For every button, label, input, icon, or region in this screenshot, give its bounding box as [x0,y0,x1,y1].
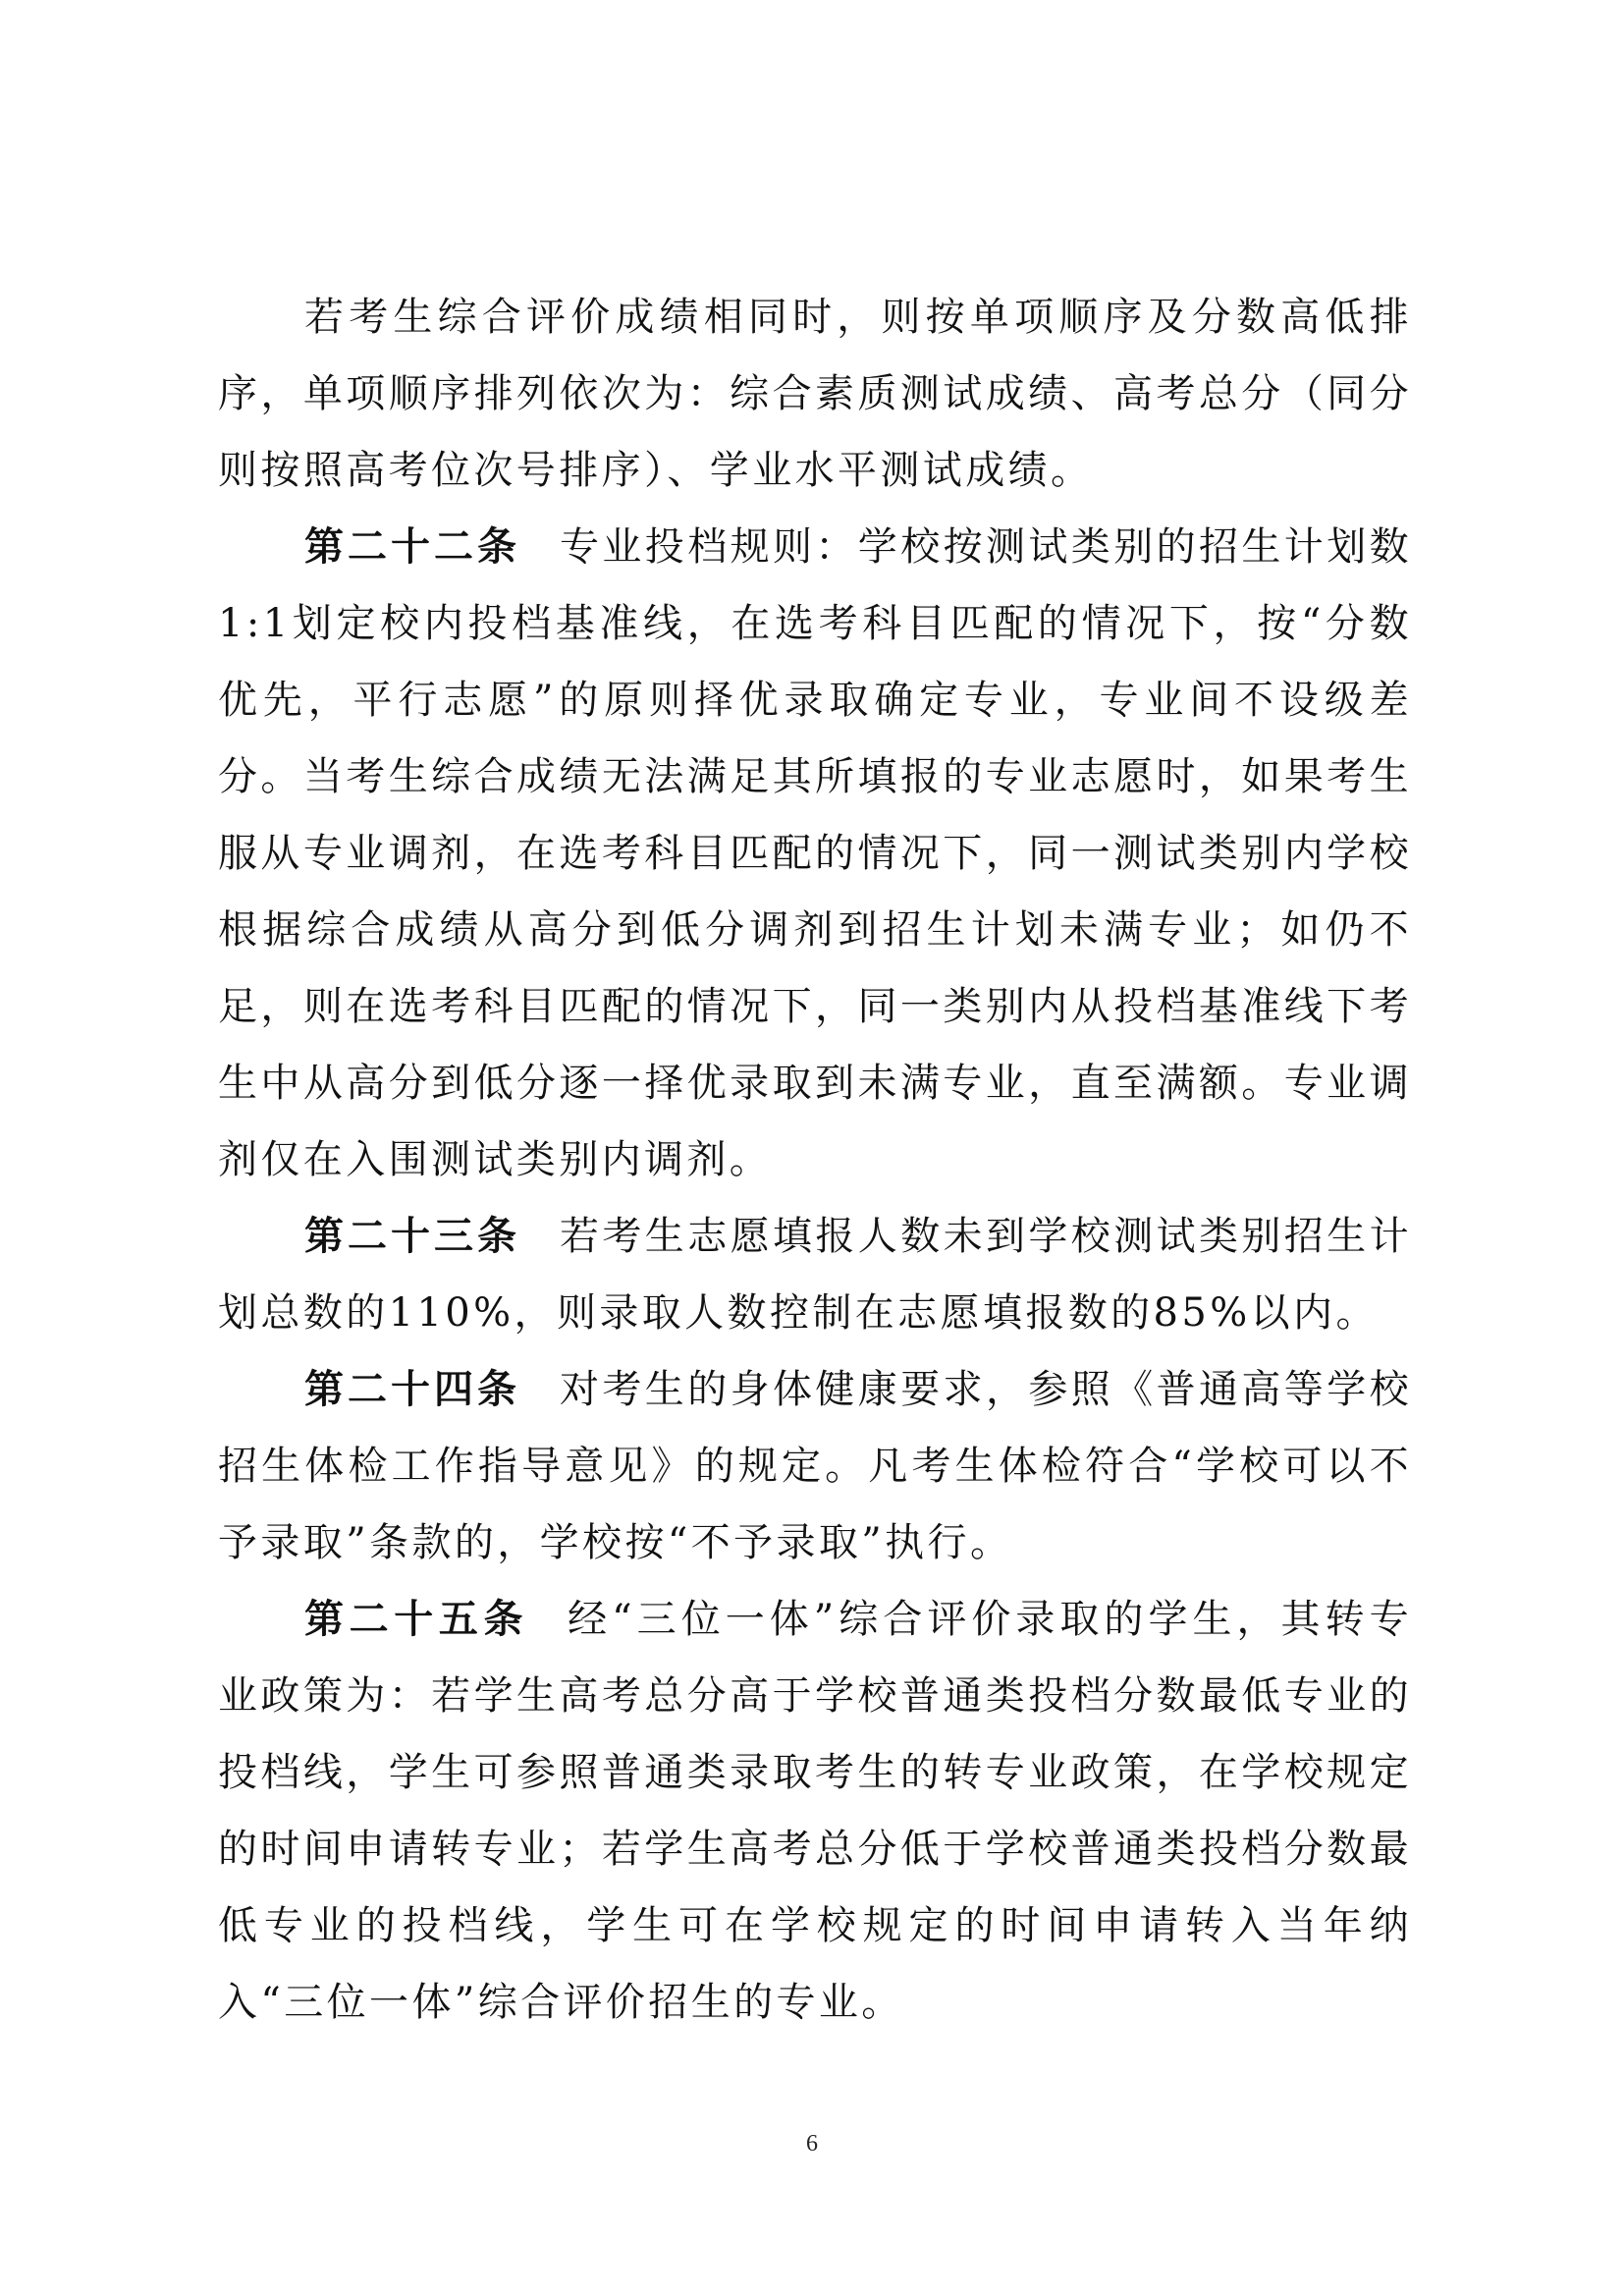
article-heading: 第二十四条 [304,1367,520,1412]
article-23 [218,1198,1412,1351]
paragraph-tiebreak [218,279,1412,509]
article-heading: 第二十五条 [304,1597,529,1642]
article-text: 经“三位一体”综合评价录取的学生，其转专业政策为：若学生高考总分高于学校普通类投档分数最低专业的投档线，学生可参照普通类录取考生的转专业政策，在学校规定的时间申请转专业；若学生高考总分低于学校普通类投档分数最低专业的投档线，学生可在学校规定的时间申请转入当年纳入“三位一体”综合评价招生的专业。 [218,1597,1413,2025]
article-heading: 第二十三条 [304,1214,520,1259]
page-number: 6 [806,2131,818,2157]
paragraph-text: 若考生综合评价成绩相同时，则按单项顺序及分数高低排序，单项顺序排列依次为：综合素质测试成绩、高考总分（同分则按照高考位次号排序）、学业水平测试成绩。 [218,295,1412,493]
article-24 [218,1351,1412,1581]
article-text: 若考生志愿填报人数未到学校测试类别招生计划总数的110%，则录取人数控制在志愿填报数的85%以内。 [218,1214,1412,1336]
document-body [218,279,1412,2041]
article-text: 专业投档规则：学校按测试类别的招生计划数1:1划定校内投档基准线，在选考科目匹配的情况下，按“分数优先，平行志愿”的原则择优录取确定专业，专业间不设级差分。当考生综合成绩无法满足其所填报的专业志愿时，如果考生服从专业调剂，在选考科目匹配的情况下，同一测试类别内学校根据综合成绩从高分到低分调剂到招生计划未满专业；如仍不足，则在选考科目匹配的情况下，同一类别内从投档基准线下考生中从高分到低分逐一择优录取到未满专业，直至满额。专业调剂仅在入围测试类别内调剂。 [218,524,1412,1182]
article-25 [218,1581,1412,2041]
article-heading: 第二十二条 [304,524,520,570]
article-22 [218,509,1412,1198]
article-text: 对考生的身体健康要求，参照《普通高等学校招生体检工作指导意见》的规定。凡考生体检符合“学校可以不予录取”条款的，学校按“不予录取”执行。 [218,1367,1412,1565]
